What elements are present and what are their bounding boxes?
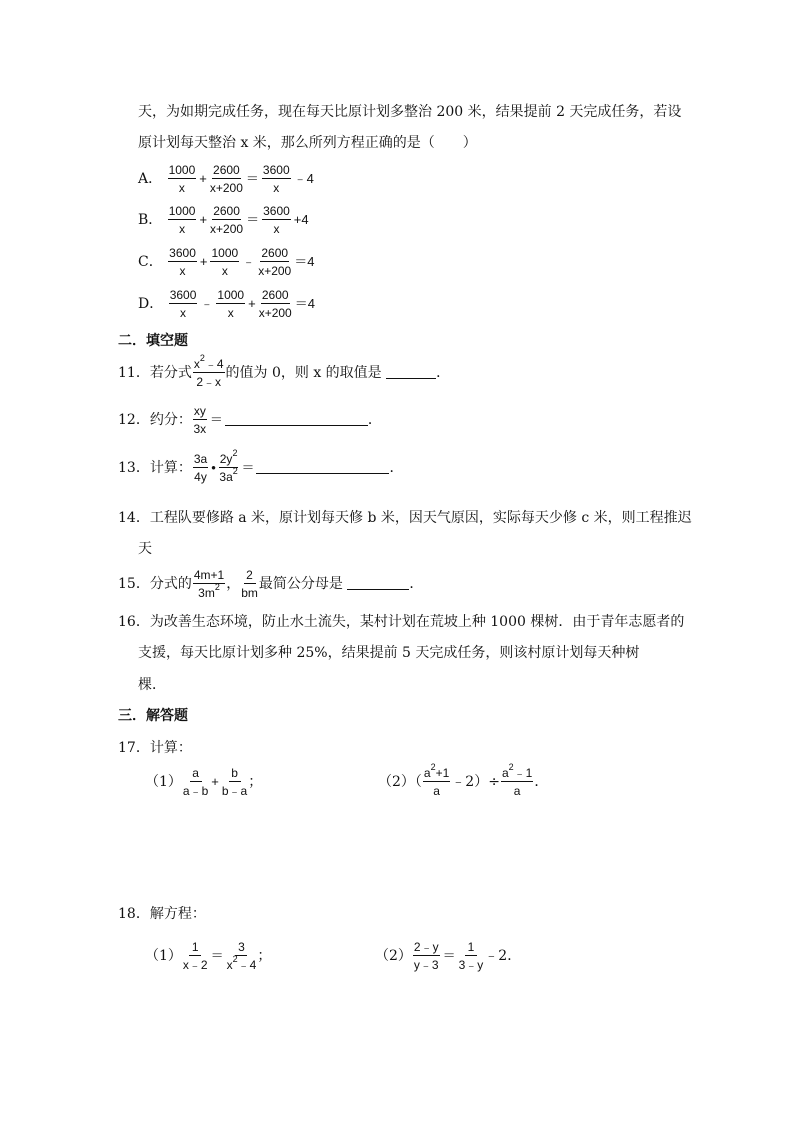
question-16-line-2: 支援，每天比原计划多种 25%，结果提前 5 天完成任务，则该村原计划每天种树 (138, 645, 640, 661)
fraction: $\frac{1000}{x}$ (168, 163, 196, 195)
question-16-line-1: 16．为改善生态环境，防止水土流失，某村计划在荒坡上种 1000 棵树．由于青年志愿者的 (118, 614, 685, 630)
fraction: $\frac{3a}{4y}$ (193, 452, 208, 484)
question-17-title: 17．计算： (118, 740, 192, 756)
fraction: $\frac{2600}{x+200}$ (258, 288, 292, 320)
q10-option-a[interactable]: A． $\frac{1000}{x}$ + $\frac{2600}{x+200}$ ＝ $\frac{3600}{x}$ ﹣4 (138, 163, 314, 195)
question-17-part-2: （2）（ $\frac{a^2+1}{a}$ ﹣2）÷ $\frac{a^2﹣1}{a}$ ． (378, 762, 549, 798)
option-label: A． (138, 171, 163, 187)
fraction: $\frac{a}{a﹣b}$ (182, 766, 209, 798)
question-14-line-1: 14．工程队要修路 a 米，原计划每天修 b 米，因天气原因，实际每天少修 c 米，则工程推迟 (118, 510, 692, 526)
question-18-part-1: （1） $\frac{1}{x﹣2}$ ＝ $\frac{3}{x^2﹣4}$ ； (145, 940, 272, 972)
question-11: 11．若分式 $\frac{x^2﹣4}{2﹣x}$ 的值为 0，则 x 的取值是 ． (118, 353, 451, 389)
answer-blank[interactable] (347, 577, 409, 590)
fraction: $\frac{3600}{x}$ (169, 246, 196, 278)
fraction: $\frac{2600}{x+200}$ (210, 204, 244, 236)
answer-blank[interactable] (386, 366, 436, 379)
option-label: D． (138, 296, 164, 312)
q10-option-c[interactable]: C． $\frac{3600}{x}$ + $\frac{1000}{x}$ ﹣ $\frac{2600}{x+200}$ ＝4 (138, 246, 315, 278)
fraction: $\frac{2}{bm}$ (241, 568, 258, 600)
fraction: $\frac{3600}{x}$ (263, 204, 290, 236)
option-label: C． (138, 254, 163, 270)
fraction: $\frac{3600}{x}$ (262, 163, 290, 195)
question-14-line-2: 天 (138, 541, 152, 557)
option-label: B． (138, 212, 163, 228)
q10-line-2: 原计划每天整治 x 米，那么所列方程正确的是（ ） (138, 135, 477, 151)
fraction: $\frac{4m+1}{3m^2}$ (193, 568, 225, 600)
fraction: $\frac{2600}{x+200}$ (209, 163, 243, 195)
question-15: 15．分式的 $\frac{4m+1}{3m^2}$ ， $\frac{2}{bm}$ 最简公分母是 ． (118, 568, 424, 600)
question-13: 13．计算： $\frac{3a}{4y}$ • $\frac{2y^2}{3a^2}$ ＝ ． (118, 448, 404, 484)
question-18-part-2: （2） $\frac{2﹣y}{y﹣3}$ ＝ $\frac{1}{3﹣y}$ ﹣2． (375, 940, 522, 972)
fraction: $\frac{a^2+1}{a}$ (423, 762, 450, 798)
q10-option-d[interactable]: D． $\frac{3600}{x}$ ﹣ $\frac{1000}{x}$ + $\frac{2600}{x+200}$ ＝4 (138, 288, 315, 320)
fraction: $\frac{3600}{x}$ (169, 288, 197, 320)
question-16-line-3: 棵． (138, 677, 166, 693)
question-18-title: 18．解方程： (118, 906, 206, 922)
q10-line-1: 天，为如期完成任务，现在每天比原计划多整治 200 米，结果提前 2 天完成任务，若设 (138, 104, 682, 120)
fraction: $\frac{1}{3﹣y}$ (458, 940, 484, 972)
fraction: $\frac{2600}{x+200}$ (258, 246, 292, 278)
question-12: 12．约分： $\frac{xy}{3x}$ ＝ ． (118, 404, 382, 436)
fraction: $\frac{1}{x﹣2}$ (182, 940, 208, 972)
fraction: $\frac{2﹣y}{y﹣3}$ (413, 940, 439, 972)
fraction: $\frac{x^2﹣4}{2﹣x}$ (193, 353, 224, 389)
section-heading-fill-blank: 二．填空题 (118, 333, 188, 349)
fraction: $\frac{2y^2}{3a^2}$ (219, 448, 238, 484)
fraction: $\frac{a^2﹣1}{a}$ (501, 762, 533, 798)
fraction: $\frac{1000}{x}$ (168, 204, 196, 236)
fraction: $\frac{xy}{3x}$ (193, 404, 207, 436)
q10-option-b[interactable]: B． $\frac{1000}{x}$ + $\frac{2600}{x+200}$ ＝ $\frac{3600}{x}$ +4 (138, 204, 309, 236)
answer-blank[interactable] (256, 461, 389, 474)
answer-blank[interactable] (225, 413, 368, 426)
fraction: $\frac{b}{b﹣a}$ (221, 766, 248, 798)
question-17-part-1: （1） $\frac{a}{a﹣b}$ + $\frac{b}{b﹣a}$ ； (145, 766, 263, 798)
fraction: $\frac{1000}{x}$ (217, 288, 245, 320)
fraction: $\frac{1000}{x}$ (211, 246, 239, 278)
section-heading-solve: 三．解答题 (118, 708, 188, 724)
fraction: $\frac{3}{x^2﹣4}$ (226, 940, 257, 972)
